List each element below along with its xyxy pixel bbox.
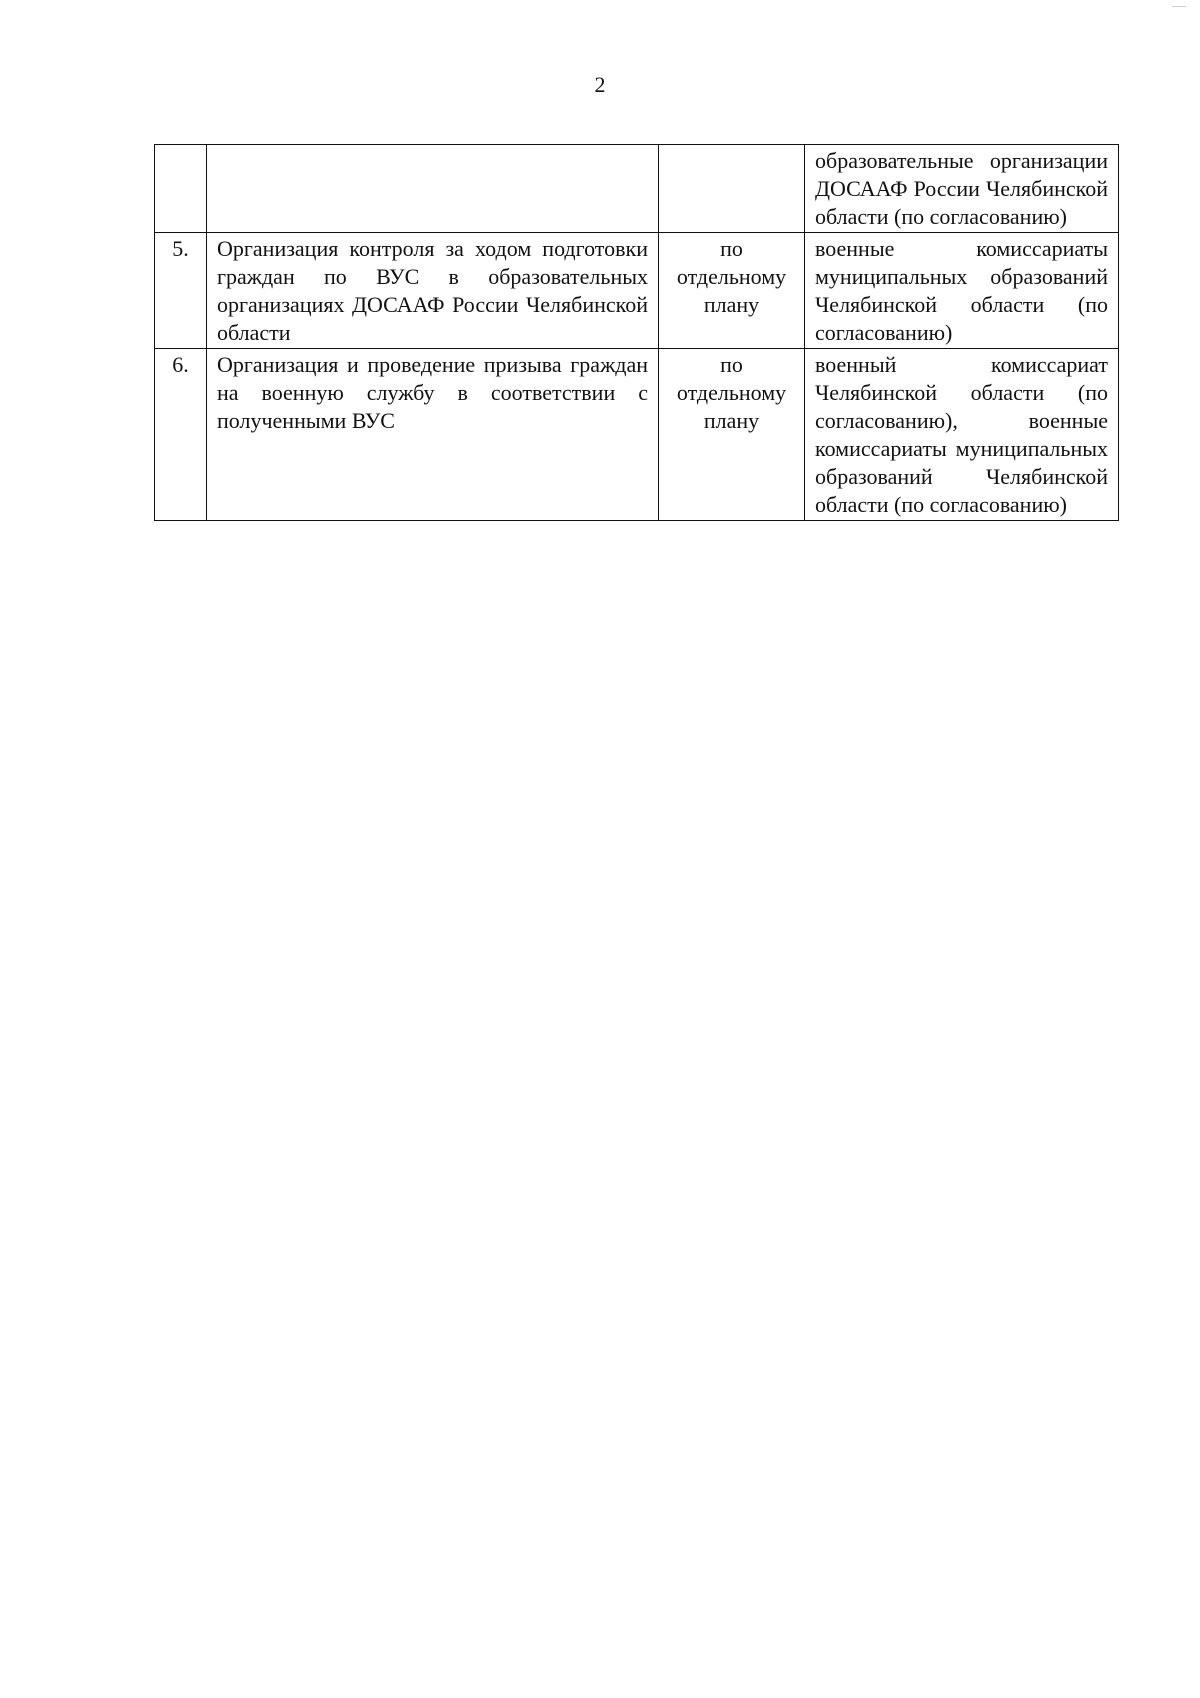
scan-artifact (1172, 6, 1186, 7)
event-cell: Организация и проведение призыва граждан на военную службу в соответствии с полученными ВУС (207, 349, 659, 521)
responsible-cell: образовательные организации ДОСААФ России Челябинской области (по согласованию) (805, 145, 1119, 233)
row-number-cell (155, 145, 207, 233)
page-number: 2 (594, 72, 606, 97)
responsible-cell: военный комиссариат Челябинской области (по согласованию), военные комиссариаты муниципальных образований Челябинской области (по согласованию) (805, 349, 1119, 521)
event-cell (207, 145, 659, 233)
term-cell: по отдельному плану (659, 233, 805, 349)
table-row-6 (155, 349, 1119, 521)
table-row-continuation (155, 145, 1119, 233)
responsible-cell: военные комиссариаты муниципальных образований Челябинской области (по согласованию) (805, 233, 1119, 349)
event-cell: Организация контроля за ходом подготовки граждан по ВУС в образовательных организациях ДОСААФ России Челябинской области (207, 233, 659, 349)
row-number-cell: 5. (155, 233, 207, 349)
row-number-cell: 6. (155, 349, 207, 521)
table-row-5 (155, 233, 1119, 349)
plan-table (154, 144, 1119, 521)
term-cell: по отдельному плану (659, 349, 805, 521)
term-cell (659, 145, 805, 233)
